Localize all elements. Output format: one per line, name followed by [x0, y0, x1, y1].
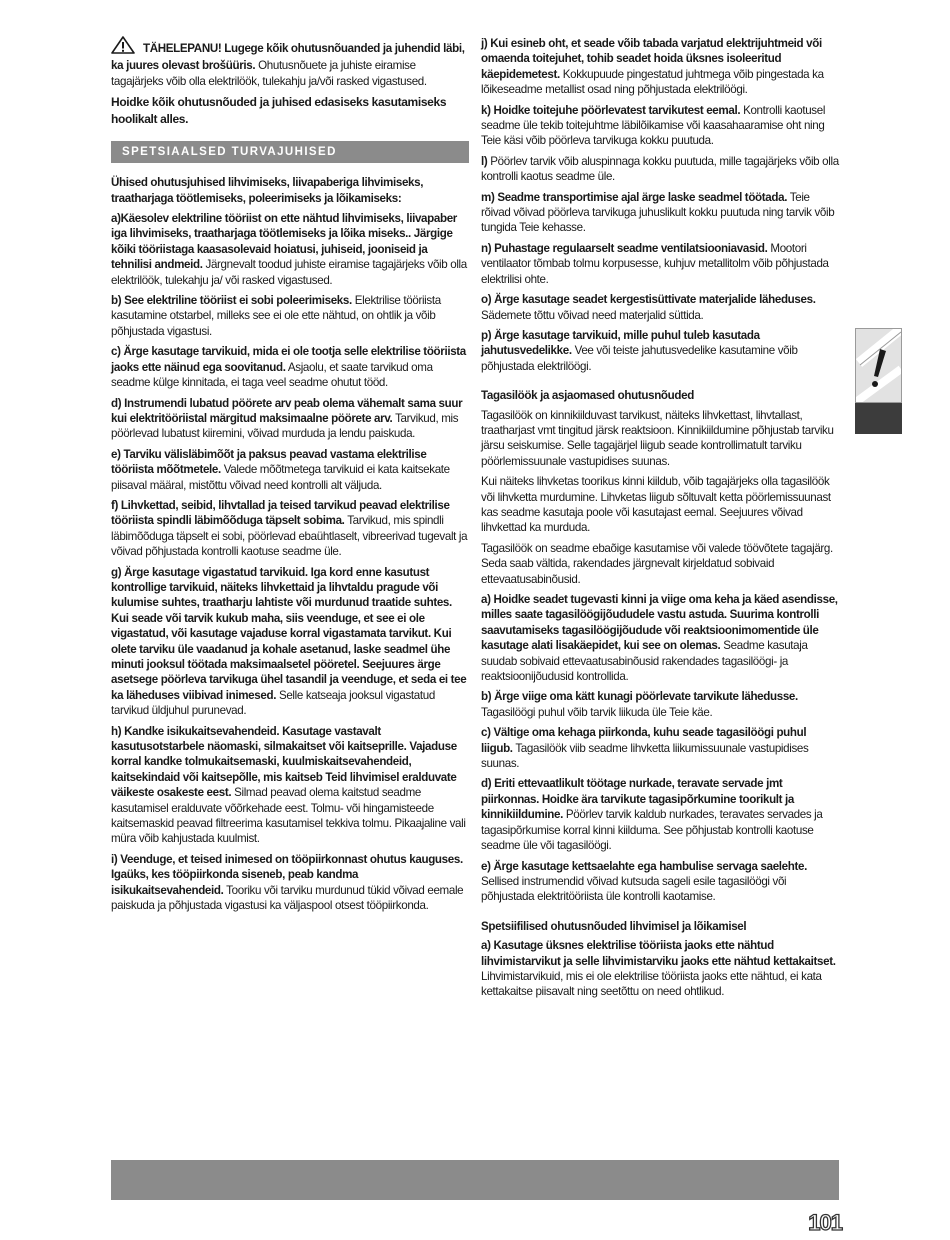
rule-heading: p) Ärge kasutage tarvikuid, mille puhul tuleb kasutada jahutusvedelikke.: [481, 328, 760, 358]
rule-paragraph: [481, 938, 839, 1000]
rule-paragraph: [481, 689, 839, 720]
rule-paragraph: [481, 292, 839, 323]
rule-heading: g) Ärge kasutage vigastatud tarvikuid. Iga kord enne kasutust kontrollige tarvikuid, näiteks lihvkettaid ja lihvtaldu pragude või kulumise suhtes, traatharju lahtiste või murdunud traatide suhtes. Kui seade või tarvik kukub maha, siis veenduge, et see ei ole vigastatud, või kasutage vajaduse korral vigastamata tarvikut. Kui olete tarviku üle vaadanud ja kohale asetanud, laske seadmel ühe minuti jooksul töötada maksimaalsetel pööretel. Seejuures ärge asetsege pöörleva tarvikuga ühel tasandil ja veenduge, et seda ei tee ka läheduses viibivad inimesed.: [111, 565, 467, 702]
rule-heading: h) Kandke isikukaitsevahendeid. Kasutage vastavalt kasutusotstarbele näomaski, silmakaitset või kaitseprille. Vajaduse korral kandke tolmukaitsemaski, kuulmiskaitsevahendeid, kaitsekindaid või kaitsepõlle, mis kaitseb Teid lihvimisel eralduvate väikeste osakeste eest.: [111, 724, 457, 800]
rule-paragraph: [481, 36, 839, 98]
rule-text: Teie rõivad võivad pöörleva tarvikuga juhuslikult kokku puutuda ning tarvik võib tungida Teie kehasse.: [481, 190, 835, 235]
rule-paragraph: [481, 859, 839, 905]
rule-heading: a) Hoidke seadet tugevasti kinni ja viige oma keha ja käed asendisse, milles saate tagasilöögijõududele vastu astuda. Suurima kontrolli saavutamiseks tagasilöögijõudude või reaktsioonimomentide üle kasutage alati lisakäepidet, kui see on olemas.: [481, 593, 838, 653]
rule-text: Selle katseaja jooksul vigastatud tarvikud üldjuhul purunevad.: [111, 688, 435, 718]
rule-paragraph: [111, 175, 469, 206]
rule-text: Pöörlev tarvik võib aluspinnaga kokku puutuda, mille tagajärjeks võib olla kontrolli kaotus seadme üle.: [481, 154, 839, 184]
footer-bar: [111, 1160, 839, 1200]
rule-text: Tooriku või tarviku murdunud tükid võivad eemale paiskuda ja põhjustada vigastusi ka väljaspool otsest tööpiirkonda.: [111, 883, 464, 913]
rule-paragraph: [111, 498, 469, 560]
rule-text: Asjaolu, et saate tarvikud oma seadme külge kinnitada, ei taga veel seadme ohutut tööd.: [111, 360, 433, 390]
rule-heading: f) Lihvkettad, seibid, lihvtallad ja teised tarvikud peavad elektrilise tööriista spindli läbimõõduga täpselt sobima.: [111, 498, 450, 528]
warning-lead: TÄHELEPANU! Lugege kõik ohutusnõuanded ja juhendid läbi, ka juures olevast brošüüris.: [111, 42, 465, 73]
rule-paragraph: [481, 328, 839, 374]
keep-instructions: Hoidke kõik ohutusnõuded ja juhised edasiseks kasutamiseks hoolikalt alles.: [111, 95, 447, 126]
rule-text: Kokkupuude pingestatud juhtmega võib pingestada ka lõikeseadme metallist osad ning põhjustada elektrilöögi.: [481, 67, 824, 97]
rule-heading: e) Ärge kasutage kettsaelahte ega hambulise servaga saelehte.: [481, 859, 807, 873]
side-tab: [855, 328, 902, 434]
rule-text: Valede mõõtmetega tarvikuid ei kata kaitsekate piisaval määral, mistõttu võivad need kontrolli alt väljuda.: [111, 463, 450, 492]
rule-heading: m) Seadme transportimise ajal ärge laske seadmel töötada.: [481, 190, 788, 204]
page-number: 101: [808, 1210, 842, 1235]
rule-text: Silmad peavad olema kaitstud seadme kasutamisel eralduvate võõrkehade eest. Tolmu- või hingamisteede kaitsemaskid peavad filtreerima kasutamisel tekkiva tolmu. Pikaajaline vali müra võib kahjustada kuulmist.: [111, 786, 466, 846]
kickback-intro-paragraph: Kui näiteks lihvketas toorikus kinni kiildub, võib tagajärjeks olla tagasilöök või lihvketta murdumine. Lihvketas liigub sõltuvalt ketta pöörlemissuunast kas seadme kasutaja poole või kasutajast eemal. Seejuures võivad lihvkettad ka murduda.: [481, 475, 831, 535]
rule-heading: n) Puhastage regulaarselt seadme ventilatsiooniavasid.: [481, 241, 768, 255]
right-column: [481, 36, 839, 1005]
rule-text: Sädemete tõttu võivad need materjalid süttida.: [481, 308, 704, 322]
left-rules-list: [111, 175, 469, 913]
rule-text: Mootori ventilaator tõmbab tolmu korpusesse, kuhjuv metallitolm võib põhjustada elektrilisi ohte.: [481, 241, 829, 286]
rule-heading: k) Hoidke toitejuhe pöörlevatest tarvikutest eemal.: [481, 103, 741, 117]
rule-paragraph: [481, 103, 839, 149]
warning-rest: Ohutusnõuete ja juhiste eiramise tagajärjeks võib olla elektrilöök, tulekahju ja/või rasked vigastused.: [111, 59, 427, 88]
rule-paragraph: [111, 293, 469, 339]
rule-paragraph: [481, 725, 839, 771]
rule-heading: c) Vältige oma kehaga piirkonda, kuhu seade tagasilöögi puhul liigub.: [481, 726, 807, 755]
rule-paragraph: [481, 190, 839, 236]
rule-heading: l): [481, 154, 488, 168]
rule-paragraph: [481, 592, 839, 684]
rule-text: Sellised instrumendid võivad kutsuda sageli esile tagasilöögi või põhjustada elektritööriista üle kontrolli kaotamise.: [481, 874, 787, 904]
rule-text: Tarvikud, mis pöörlevad lubatust kiiremini, võivad murduda ja lendu paiskuda.: [111, 411, 459, 441]
rule-text: Elektrilise tööriista kasutamine otstarbel, milleks see ei ole ette nähtud, on ohtlik ja võib põhjustada vigastusi.: [111, 294, 441, 338]
rule-heading: i) Veenduge, et teised inimesed on tööpiirkonnast ohutus kauguses. Igaüks, kes tööpiirkonda siseneb, peab kandma isikukaitsevahendeid.: [111, 852, 463, 897]
warning-paragraph: [111, 36, 469, 89]
rule-text: Pöörlev tarvik kaldub nurkades, teravates servades ja tagasipõrkumise korral kinni kiilduma. See põhjustab kontrolli kaotuse seadme üle või tagasilöögi.: [481, 808, 823, 853]
rule-paragraph: [111, 724, 469, 847]
kickback-intro-paragraph: Tagasilöök on kinnikiilduvast tarvikust, näiteks lihvkettast, lihvtallast, traatharjast vmt tingitud järsk reaktsioon. Kinnikiildumine põhjustab tarviku järsu seiskumise. Selle tagajärjel liigub seade kontrollimatult tarviku pöörlemissuunale vastupidises suunas.: [481, 408, 834, 468]
rule-heading: c) Ärge kasutage tarvikuid, mida ei ole tootja selle elektrilise tööriista jaoks ette näinud ega soovitanud.: [111, 345, 466, 374]
rule-paragraph: [111, 565, 469, 719]
kickback-heading: Tagasilöök ja asjaomased ohutusnõuded: [481, 389, 694, 403]
rule-text: Tagasilöök viib seadme lihvketta liikumissuunale vastupidises suunas.: [481, 741, 809, 771]
rule-heading: b) See elektriline tööriist ei sobi poleerimiseks.: [111, 294, 352, 308]
rule-heading: e) Tarviku välisläbimõõt ja paksus peavad vastama elektrilise tööriista mõõtmetele.: [111, 447, 427, 477]
rule-heading: d) Eriti ettevaatlikult töötage nurkade, teravate servade jmt piirkonnas. Hoidke ära tarvikute tagasipõrkumine toorikult ja kinnikiildumine.: [481, 777, 795, 822]
rule-paragraph: [111, 211, 469, 288]
rule-heading: j) Kui esineb oht, et seade võib tabada varjatud elektrijuhtmeid või omaenda toitejuhet, tohib seadet hoida üksnes isoleeritud käepidemetest.: [481, 37, 822, 81]
rule-text: Tarvikud, mis spindli läbimõõduga täpselt ei sobi, pöörlevad ebaühtlaselt, vibreerivad tugevalt ja võivad põhjustada kontrolli kaotuse seadme üle.: [111, 514, 468, 559]
rule-paragraph: [481, 241, 839, 287]
rule-paragraph: [111, 344, 469, 390]
rule-heading: b) Ärge viige oma kätt kunagi pöörlevate tarvikute lähedusse.: [481, 690, 798, 704]
rule-text: Seadme kasutaja suudab sobivaid ettevaatusabinõusid rakendades tagasilöögi- ja reaktsioonijõudusid kontrollida.: [481, 639, 808, 684]
warning-triangle-icon: [111, 36, 135, 58]
left-column: [111, 36, 469, 919]
kickback-intro-paragraph: Tagasilöök on seadme ebaõige kasutamise või valede töövõtete tagajärg. Seda saab vältida, rakendades järgnevalt kirjeldatud sobivaid ettevaatusabinõusid.: [481, 541, 833, 586]
rule-heading: o) Ärge kasutage seadet kergestisüttivate materjalide läheduses.: [481, 293, 816, 307]
grinding-heading: Spetsiifilised ohutusnõuded lihvimisel ja lõikamisel: [481, 919, 747, 933]
rule-paragraph: [111, 852, 469, 914]
rule-heading: Ühised ohutusjuhised lihvimiseks, liivapaberiga lihvimiseks, traatharjaga töötlemiseks, poleerimiseks ja lõikamiseks:: [111, 176, 424, 205]
grinding-rules-list: [481, 938, 839, 1000]
rule-paragraph: [111, 396, 469, 442]
rule-paragraph: [481, 154, 839, 185]
rule-paragraph: [481, 776, 839, 853]
rule-paragraph: [111, 447, 469, 493]
section-title-bar: SPETSIAALSED TURVAJUHISED: [111, 141, 469, 163]
rule-heading: d) Instrumendi lubatud pöörete arv peab olema vähemalt sama suur kui elektritööriistal märgitud maksimaalne pöörete arv.: [111, 396, 463, 425]
right-rules-list: [481, 36, 839, 374]
rule-text: Järgnevalt toodud juhiste eiramise tagajärjeks võib olla elektrilöök, tulekahju ja/ või rasked vigastused.: [111, 258, 467, 287]
rule-text: Lihvimistarvikuid, mis ei ole elektrilise tööriista jaoks ette nähtud, ei kata kettakaitse piisavalt ning seetõttu on need ohtlikud.: [481, 969, 822, 999]
rule-heading: a)Käesolev elektriline tööriist on ette nähtud lihvimiseks, liivapaber iga lihvimiseks, traatharjaga töötlemiseks ja lõika miseks.. Järgige kõiki tööriistaga kaasasolevaid hoiatusi, juhiseid, jooniseid ja tehnilisi andmeid.: [111, 212, 457, 272]
exclamation-tab-icon: [855, 328, 902, 403]
kickback-intro: [481, 408, 839, 587]
rule-text: Tagasilöögi puhul võib tarvik liikuda üle Teie käe.: [481, 705, 713, 719]
kickback-rules-list: [481, 592, 839, 905]
rule-heading: a) Kasutage üksnes elektrilise tööriista jaoks ette nähtud lihvimistarvikut ja selle lihvimistarviku jaoks ette nähtud kettakaitset.: [481, 939, 836, 968]
rule-text: Kontrolli kaotusel seadme üle tekib toitejuhtme läbilõikamise või kaasahaaramise oht ning Teie käsi võib pöörleva tarvikuga kokku puutuda.: [481, 103, 826, 148]
rule-text: Vee või teiste jahutusvedelike kasutamine võib põhjustada elektrilöögi.: [481, 344, 798, 373]
